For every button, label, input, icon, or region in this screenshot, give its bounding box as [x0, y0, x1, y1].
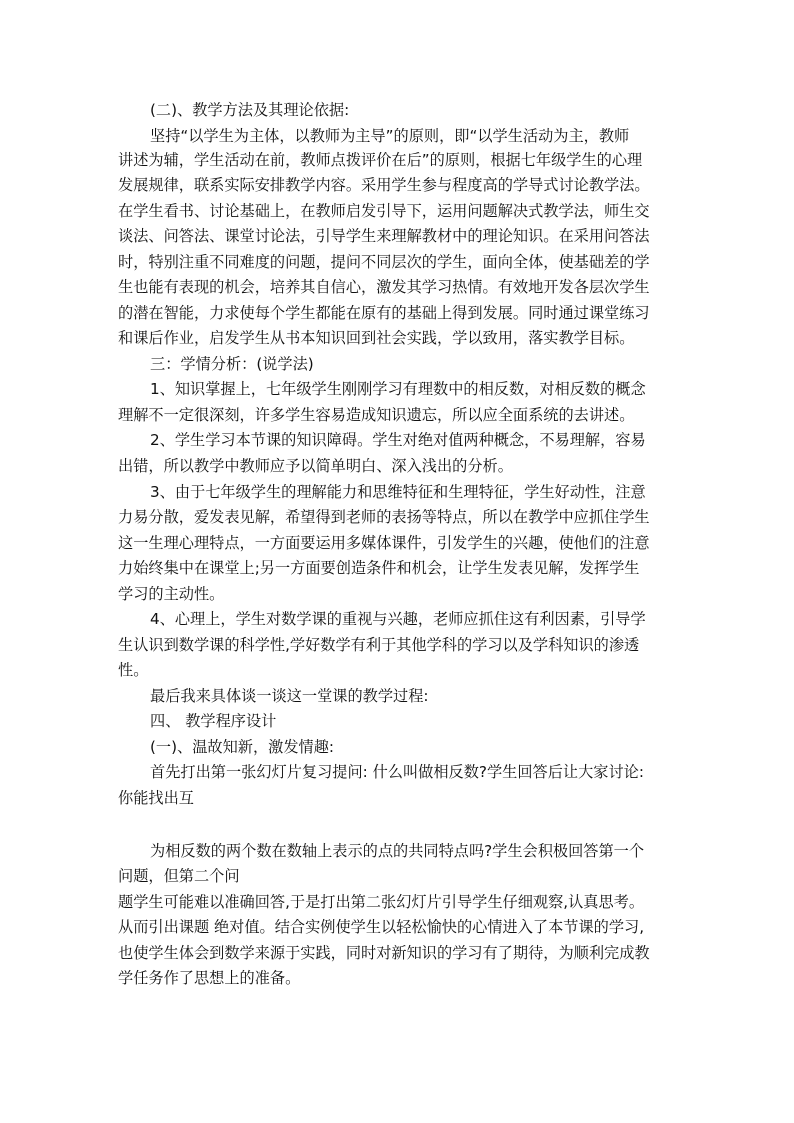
paragraph-line: 讲述为辅，学生活动在前，教师点拨评价在后”的原则，根据七年级学生的心理 [118, 151, 643, 169]
paragraph-line: 谈法、问答法、课堂讨论法，引导学生来理解教材中的理论知识。在采用问答法 [118, 227, 650, 245]
paragraph-line: 力始终集中在课堂上;另一方面要创造条件和机会，让学生发表见解，发挥学生 [118, 559, 640, 577]
paragraph-line: 力易分散，爱发表见解，希望得到老师的表扬等特点，所以在教学中应抓住学生 [118, 508, 650, 526]
section-heading-procedure-design: 四、 教学程序设计 [150, 712, 277, 730]
paragraph-line: 1、知识掌握上，七年级学生刚刚学习有理数中的相反数，对相反数的概念 [150, 380, 646, 398]
paragraph-line: 首先打出第一张幻灯片复习提问: 什么叫做相反数?学生回答后让大家讨论: [150, 763, 644, 781]
paragraph-line: 你能找出互 [118, 789, 194, 807]
paragraph-line: 的潜在智能，力求使每个学生都能在原有的基础上得到发展。同时通过课堂练习 [118, 304, 650, 322]
paragraph-line: 出错，所以教学中教师应予以简单明白、深入浅出的分析。 [118, 457, 513, 475]
paragraph-line: 发展规律，联系实际安排教学内容。采用学生参与程度高的学导式讨论教学法。 [118, 176, 650, 194]
paragraph-line: 性。 [118, 661, 149, 679]
paragraph-line: 从而引出课题 绝对值。结合实例使学生以轻松愉快的心情进入了本节课的学习, [118, 918, 645, 936]
paragraph-line: 3、由于七年级学生的理解能力和思维特征和生理特征，学生好动性，注意 [150, 483, 646, 501]
paragraph-line: 理解不一定很深刻，许多学生容易造成知识遗忘，所以应全面系统的去讲述。 [118, 406, 635, 424]
paragraph-line: 题学生可能难以准确回答,于是打出第二张幻灯片引导学生仔细观察,认真思考。 [118, 893, 645, 911]
section-heading-teaching-method: (二)、教学方法及其理论依据: [150, 101, 350, 119]
paragraph-line: 在学生看书、讨论基础上，在教师启发引导下，运用问题解决式教学法，师生交 [118, 202, 650, 220]
paragraph-line: 为相反数的两个数在数轴上表示的点的共同特点吗?学生会积极回答第一个 [150, 842, 645, 860]
paragraph-line: 这一生理心理特点，一方面要运用多媒体课件，引发学生的兴趣，使他们的注意 [118, 534, 650, 552]
paragraph-line: 问题，但第二个问 [118, 867, 240, 885]
paragraph-line: 2、学生学习本节课的知识障碍。学生对绝对值两种概念，不易理解，容易 [150, 431, 646, 449]
subsection-heading-review: (一)、温故知新，激发情趣: [150, 738, 335, 756]
paragraph-line: 时，特别注重不同难度的问题，提问不同层次的学生，面向全体，使基础差的学 [118, 253, 650, 271]
paragraph-line: 坚持“以学生为主体，以教师为主导”的原则，即“以学生活动为主，教师 [150, 127, 630, 145]
paragraph-line: 生也能有表现的机会，培养其自信心，激发其学习热情。有效地开发各层次学生 [118, 278, 650, 296]
paragraph-line: 最后我来具体谈一谈这一堂课的教学过程: [150, 687, 429, 705]
section-heading-learning-analysis: 三：学情分析：(说学法) [150, 355, 314, 373]
paragraph-line: 学任务作了思想上的准备。 [118, 969, 301, 987]
paragraph-line: 4、心理上，学生对数学课的重视与兴趣，老师应抓住这有利因素，引导学 [150, 610, 646, 628]
paragraph-line: 生认识到数学课的科学性,学好数学有利于其他学科的学习以及学科知识的渗透 [118, 636, 640, 654]
paragraph-line: 和课后作业，启发学生从书本知识回到社会实践，学以致用，落实教学目标。 [118, 329, 635, 347]
paragraph-line: 也使学生体会到数学来源于实践，同时对新知识的学习有了期待，为顺利完成教 [118, 944, 650, 962]
paragraph-line: 学习的主动性。 [118, 585, 225, 603]
